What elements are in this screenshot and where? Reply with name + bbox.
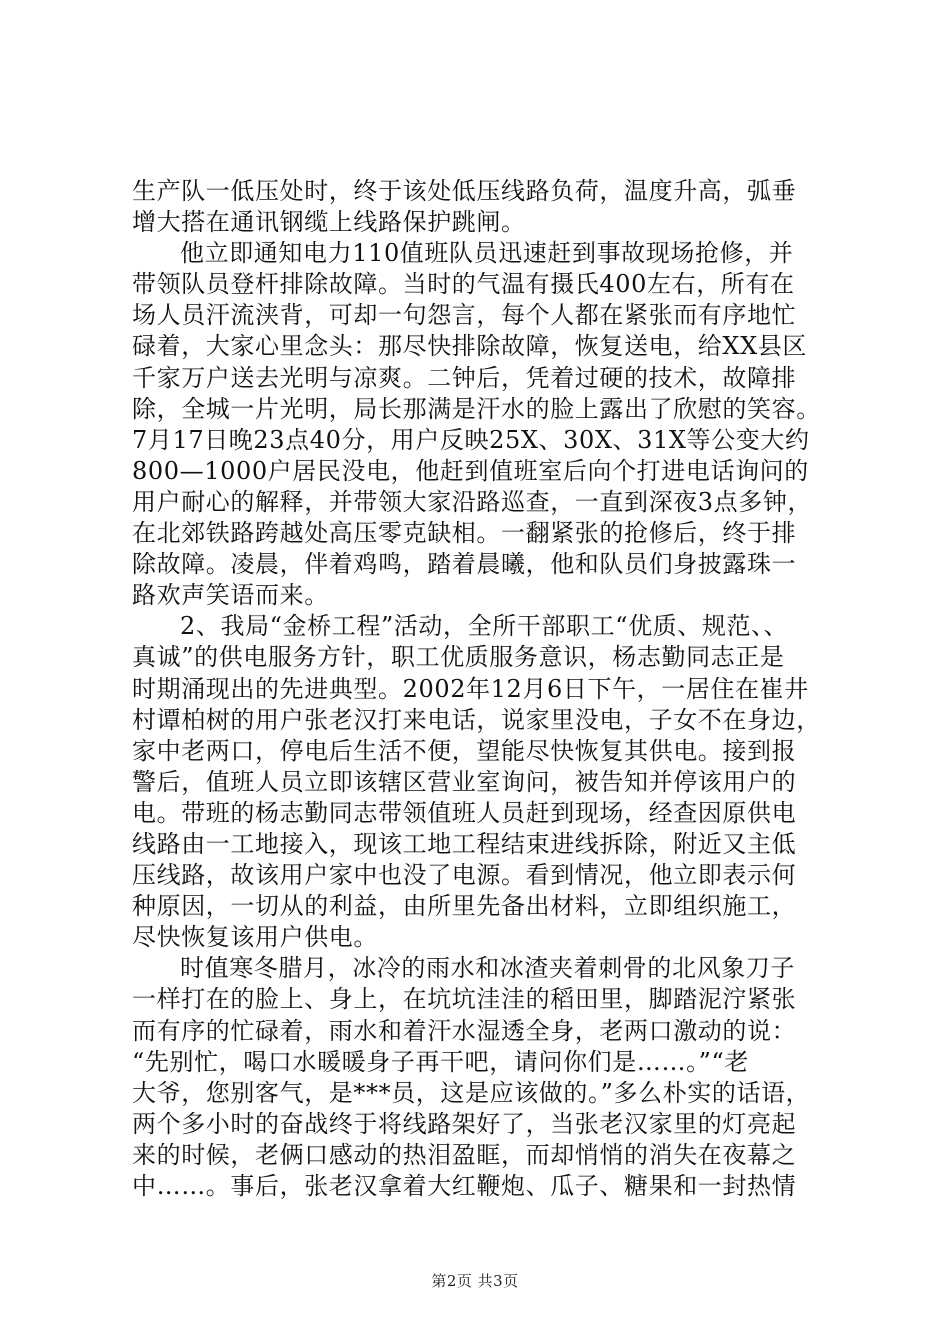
- text-line: 压线路，故该用户家中也没了电源。看到情况，他立即表示何: [132, 861, 797, 890]
- text-line: 场人员汗流浃背，可却一句怨言，每个人都在紧张而有序地忙: [132, 301, 797, 330]
- text-line: 碌着，大家心里念头：那尽快排除故障，恢复送电，给XX县区: [132, 332, 807, 361]
- text-line: 而有序的忙碌着，雨水和着汗水湿透全身，老两口激动的说：: [132, 1016, 797, 1045]
- text-line: 种原因，一切从的利益，由所里先备出材料，立即组织施工，: [132, 892, 797, 921]
- text-line: 大爷，您别客气，是***员，这是应该做的。”多么朴实的话语，: [132, 1078, 811, 1107]
- text-line: 带领队员登杆排除故障。当时的气温有摄氏400左右，所有在: [132, 270, 795, 299]
- text-line: 时期涌现出的先进典型。2002年12月6日下午，一居住在崔井: [132, 674, 809, 703]
- text-line: 真诚”的供电服务方针，职工优质服务意识，杨志勤同志正是: [132, 643, 785, 672]
- text-line: 电。带班的杨志勤同志带领值班人员赶到现场，经查因原供电: [132, 798, 797, 827]
- text-line: 路欢声笑语而来。: [132, 581, 329, 610]
- text-line: 中……。事后，张老汉拿着大红鞭炮、瓜子、糖果和一封热情: [132, 1172, 797, 1200]
- text-line: 家中老两口，停电后生活不便，望能尽快恢复其供电。接到报: [132, 736, 797, 765]
- page-footer: 第2页 共3页: [431, 1272, 519, 1290]
- text-line: 除，全城一片光明，局长那满是汗水的脸上露出了欣慰的笑容。: [132, 394, 821, 423]
- paragraph-start-line: 他立即通知电力110值班队员迅速赶到事故现场抢修，并: [180, 239, 794, 268]
- paragraph-start-line: 时值寒冬腊月，冰冷的雨水和冰渣夹着刺骨的北风象刀子: [180, 954, 795, 983]
- text-line: 在北郊铁路跨越处高压零克缺相。一翻紧张的抢修后，终于排: [132, 519, 797, 548]
- text-line: 警后，值班人员立即该辖区营业室询问，被告知并停该用户的: [132, 767, 797, 796]
- text-line: 来的时候，老俩口感动的热泪盈眶，而却悄悄的消失在夜幕之: [132, 1140, 797, 1169]
- text-line: 千家万户送去光明与凉爽。二钟后，凭着过硬的技术，故障排: [132, 363, 797, 392]
- text-line: 800—1000户居民没电，他赶到值班室后向个打进电话询问的: [132, 456, 809, 485]
- text-line: 线路由一工地接入，现该工地工程结束进线拆除，附近又主低: [132, 829, 797, 858]
- body-text: [132, 176, 832, 1202]
- text-line: 两个多小时的奋战终于将线路架好了，当张老汉家里的灯亮起: [132, 1109, 797, 1138]
- text-line: 用户耐心的解释，并带领大家沿路巡查，一直到深夜3点多钟，: [132, 487, 813, 516]
- text-line: 除故障。凌晨，伴着鸡鸣，踏着晨曦，他和队员们身披露珠一: [132, 550, 797, 579]
- text-line: 一样打在的脸上、身上，在坑坑洼洼的稻田里，脚踏泥泞紧张: [132, 985, 797, 1014]
- text-line: 尽快恢复该用户供电。: [132, 923, 378, 952]
- text-line: 生产队一低压处时，终于该处低压线路负荷，温度升高，弧垂: [132, 177, 797, 205]
- paragraph-start-line: 2、我局“金桥工程”活动，全所干部职工“优质、规范、、: [180, 612, 789, 641]
- text-line: 7月17日晚23点40分，用户反映25X、30X、31X等公变大约: [132, 425, 810, 454]
- text-line: “先别忙，喝口水暖暖身子再干吧，请问你们是……。”“老: [132, 1047, 750, 1076]
- text-line: 增大搭在通讯钢缆上线路保护跳闸。: [132, 208, 526, 237]
- text-line: 村谭柏树的用户张老汉打来电话，说家里没电，子女不在身边，: [132, 705, 821, 734]
